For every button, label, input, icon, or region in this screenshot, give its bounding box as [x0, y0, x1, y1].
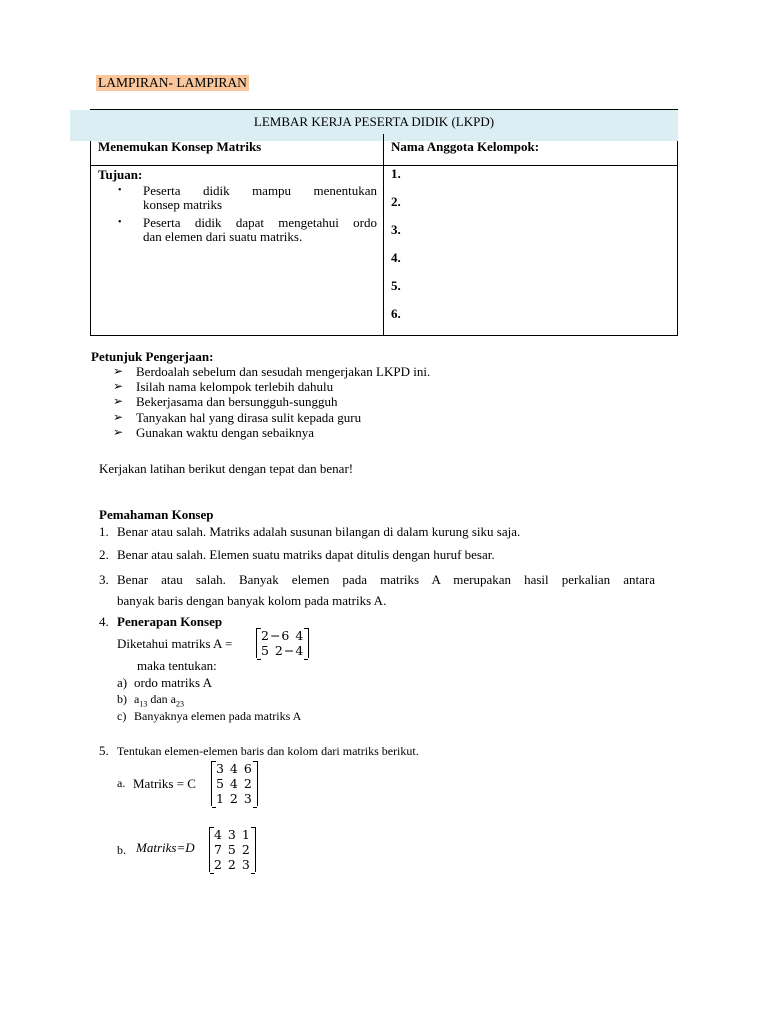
matrix-c: [211, 761, 258, 806]
question-number: 3.: [99, 572, 109, 587]
petunjuk-item: Isilah nama kelompok terlebih dahulu: [136, 379, 334, 394]
column-header-members: Nama Anggota Kelompok:: [391, 139, 540, 154]
question-text: Tentukan elemen-elemen baris dan kolom dari matriks berikut.: [117, 744, 419, 758]
matrix-d: [209, 827, 256, 872]
table-row-divider: [90, 165, 678, 166]
member-slot: 2.: [391, 194, 401, 209]
question-number: 2.: [99, 547, 109, 562]
page-heading: LAMPIRAN- LAMPIRAN: [98, 75, 247, 90]
sub-label: c): [117, 709, 127, 723]
pemahaman-title: Pemahaman Konsep: [99, 507, 214, 522]
question-text: Benar atau salah. Banyak elemen pada matriks A merupakan hasil perkalian antara: [117, 572, 655, 587]
member-slot: 4.: [391, 250, 401, 265]
petunjuk-item: Gunakan waktu dengan sebaiknya: [136, 425, 314, 440]
matrix-row: 5 2−4: [261, 643, 305, 658]
table-title: LEMBAR KERJA PESERTA DIDIK (LKPD): [253, 114, 495, 129]
arrow-bullet-icon: ➢: [113, 364, 124, 378]
member-slot: 1.: [391, 166, 401, 181]
penerapan-title: Penerapan Konsep: [117, 614, 223, 629]
tujuan-label: Tujuan:: [98, 167, 143, 182]
sub-question: Banyaknya elemen pada matriks A: [134, 709, 302, 723]
matrix-c-label: Matriks = C: [133, 776, 196, 791]
tujuan-item: Peserta didik mampu menentukan: [143, 183, 377, 198]
sub-label: b.: [117, 843, 126, 857]
column-header-topic: Menemukan Konsep Matriks: [98, 139, 262, 154]
petunjuk-title: Petunjuk Pengerjaan:: [91, 349, 214, 364]
tujuan-item-cont: konsep matriks: [143, 197, 223, 212]
question-number: 1.: [99, 524, 109, 539]
question-number: 5.: [99, 743, 109, 758]
tujuan-item-cont: dan elemen dari suatu matriks.: [143, 229, 303, 244]
member-slot: 3.: [391, 222, 401, 237]
matrix-row: 5 4 2: [216, 776, 253, 791]
arrow-bullet-icon: ➢: [113, 410, 124, 424]
sub-question: ordo matriks A: [134, 675, 212, 690]
matrix-row: 7 5 2: [214, 842, 251, 857]
matrix-d-label: Matriks=D: [136, 840, 195, 855]
bullet-icon: •: [118, 217, 122, 228]
tujuan-item: Peserta didik dapat mengetahui ordo: [143, 215, 377, 230]
question-number: 4.: [99, 614, 109, 629]
matrix-row: 2 2 3: [214, 857, 251, 872]
petunjuk-item: Bekerjasama dan bersungguh-sungguh: [136, 394, 338, 409]
member-slot: 6.: [391, 306, 401, 321]
petunjuk-item: Berdoalah sebelum dan sesudah mengerjakan LKPD ini.: [136, 364, 431, 379]
prompt-text: maka tentukan:: [137, 658, 217, 673]
petunjuk-item: Tanyakan hal yang dirasa sulit kepada guru: [136, 410, 362, 425]
sub-label: a): [117, 675, 128, 690]
matrix-row: 4 3 1: [214, 827, 251, 842]
arrow-bullet-icon: ➢: [113, 379, 124, 393]
sub-label: b): [117, 692, 127, 706]
question-text-cont: banyak baris dengan banyak kolom pada matriks A.: [117, 593, 387, 608]
instruction-text: Kerjakan latihan berikut dengan tepat dan benar!: [99, 461, 354, 476]
sub-question: $a_{13}$ dan $a_{23}$: [134, 692, 184, 709]
bullet-icon: •: [118, 185, 122, 196]
arrow-bullet-icon: ➢: [113, 425, 124, 439]
matrix-row: 1 2 3: [216, 791, 253, 806]
question-text: Benar atau salah. Elemen suatu matriks dapat ditulis dengan huruf besar.: [117, 547, 495, 562]
matrix-row: 3 4 6: [216, 761, 253, 776]
question-text: Benar atau salah. Matriks adalah susunan bilangan di dalam kurung siku saja.: [117, 524, 521, 539]
member-slot: 5.: [391, 278, 401, 293]
arrow-bullet-icon: ➢: [113, 394, 124, 408]
matrix-a: [256, 628, 309, 658]
matrix-row: 2−6 4: [261, 628, 305, 643]
sub-label: a.: [117, 776, 126, 790]
given-text: Diketahui matriks A =: [117, 636, 233, 651]
